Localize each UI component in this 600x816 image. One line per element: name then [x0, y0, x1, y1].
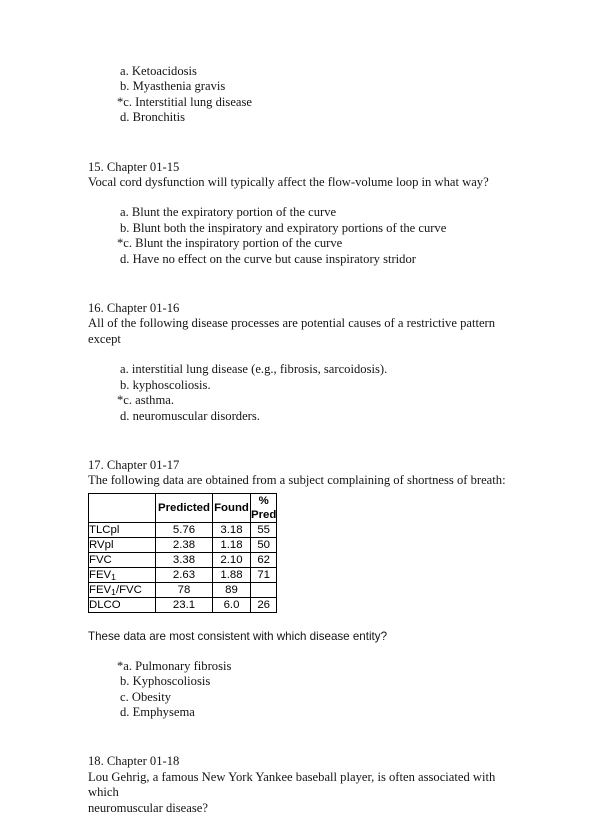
spacer: [88, 267, 528, 301]
header-predicted: Predicted: [156, 493, 213, 522]
cell-pct-pred: [251, 582, 277, 597]
question-18-stem-line1: Lou Gehrig, a famous New York Yankee baseball player, is often associated with which: [88, 769, 496, 800]
cell-predicted: 2.38: [156, 537, 213, 552]
question-17-followup: These data are most consistent with which disease entity?: [88, 629, 388, 643]
page-content: [88, 64, 528, 816]
question-18-block: [88, 754, 528, 816]
cell-found: 2.10: [213, 552, 251, 567]
header-pct-pred-line2: Pred: [251, 508, 277, 521]
answer-option-correct[interactable]: *a. Pulmonary fibrosis: [117, 658, 232, 673]
header-pct-pred: [251, 493, 277, 522]
table-row: [89, 537, 277, 552]
answer-option[interactable]: c. Obesity: [120, 689, 172, 704]
answer-option[interactable]: b. kyphoscoliosis.: [120, 377, 211, 392]
cell-found: 3.18: [213, 522, 251, 537]
question-16-stem: All of the following disease processes are potential causes of a restrictive pattern except: [88, 316, 496, 346]
answer-option[interactable]: d. Have no effect on the curve but cause inspiratory stridor: [120, 251, 416, 266]
row-label-text: RVpl: [89, 538, 114, 551]
row-label: [89, 597, 156, 612]
cell-pct-pred: 62: [251, 552, 277, 567]
question-18-heading: 18. Chapter 01-18: [88, 754, 180, 769]
answer-list-q17: [88, 659, 528, 721]
table-row: [89, 522, 277, 537]
table-row: [89, 567, 277, 582]
spacer: [88, 613, 528, 629]
cell-found: 1.88: [213, 567, 251, 582]
row-label-text: FEV: [89, 568, 112, 581]
question-17-heading: 17. Chapter 01-17: [88, 457, 180, 472]
cell-predicted: 23.1: [156, 597, 213, 612]
table-row: [89, 552, 277, 567]
spacer: [88, 424, 528, 458]
row-label-text: FEV: [89, 583, 112, 596]
pft-table-wrapper: [88, 493, 528, 613]
cell-predicted: 5.76: [156, 522, 213, 537]
question-15-heading: 15. Chapter 01-15: [88, 159, 180, 174]
answer-option-correct[interactable]: *c. Interstitial lung disease: [117, 94, 252, 109]
cell-pct-pred: 55: [251, 522, 277, 537]
row-label: [89, 552, 156, 567]
cell-found: 1.18: [213, 537, 251, 552]
answer-option-correct[interactable]: *c. Blunt the inspiratory portion of the curve: [117, 236, 343, 251]
row-label: [89, 582, 156, 597]
row-label-text: FVC: [89, 553, 112, 566]
question-15-stem: Vocal cord dysfunction will typically affect the flow-volume loop in what way?: [88, 175, 489, 190]
row-label-text: DLCO: [89, 598, 121, 611]
spacer: [88, 720, 528, 754]
table-row: [89, 597, 277, 612]
row-label-subscript: 1: [111, 587, 116, 598]
question-14-answers-block: [88, 64, 528, 126]
row-label-subscript: 1: [111, 572, 116, 583]
answer-list-q14: [88, 64, 528, 126]
cell-predicted: 78: [156, 582, 213, 597]
question-18-stem-line2: neuromuscular disease?: [88, 800, 208, 815]
pulmonary-function-table: [88, 493, 277, 613]
cell-pct-pred: 71: [251, 567, 277, 582]
answer-list-q15: [88, 205, 528, 267]
answer-option[interactable]: d. neuromuscular disorders.: [120, 408, 260, 423]
question-17-block: [88, 458, 528, 720]
answer-option[interactable]: a. Ketoacidosis: [120, 64, 197, 78]
cell-predicted: 2.63: [156, 567, 213, 582]
row-label: [89, 522, 156, 537]
row-label: [89, 537, 156, 552]
cell-found: 6.0: [213, 597, 251, 612]
answer-option[interactable]: b. Myasthenia gravis: [120, 79, 226, 94]
row-label-tail: /FVC: [115, 583, 142, 596]
header-blank: [89, 493, 156, 522]
cell-predicted: 3.38: [156, 552, 213, 567]
table-row: [89, 582, 277, 597]
cell-pct-pred: 26: [251, 597, 277, 612]
answer-option[interactable]: b. Blunt both the inspiratory and expiratory portions of the curve: [120, 220, 447, 235]
spacer: [88, 126, 528, 160]
question-16-heading: 16. Chapter 01-16: [88, 301, 180, 316]
cell-found: 89: [213, 582, 251, 597]
row-label: [89, 567, 156, 582]
question-17-stem: The following data are obtained from a subject complaining of shortness of breath:: [88, 473, 506, 488]
answer-option[interactable]: d. Emphysema: [120, 704, 195, 719]
answer-option[interactable]: d. Bronchitis: [120, 110, 186, 125]
question-16-block: [88, 301, 528, 424]
cell-pct-pred: 50: [251, 537, 277, 552]
table-header-row: [89, 493, 277, 522]
answer-option-correct[interactable]: *c. asthma.: [117, 393, 175, 408]
table-body: [89, 522, 277, 612]
answer-option[interactable]: a. interstitial lung disease (e.g., fibrosis, sarcoidosis).: [120, 362, 388, 377]
header-pct-pred-line1: %: [258, 494, 269, 507]
answer-option[interactable]: a. Blunt the expiratory portion of the curve: [120, 205, 337, 220]
row-label-text: TLCpl: [89, 523, 120, 536]
question-15-block: [88, 160, 528, 267]
answer-option[interactable]: b. Kyphoscoliosis: [120, 674, 211, 689]
header-found: Found: [213, 493, 251, 522]
answer-list-q16: [88, 362, 528, 424]
